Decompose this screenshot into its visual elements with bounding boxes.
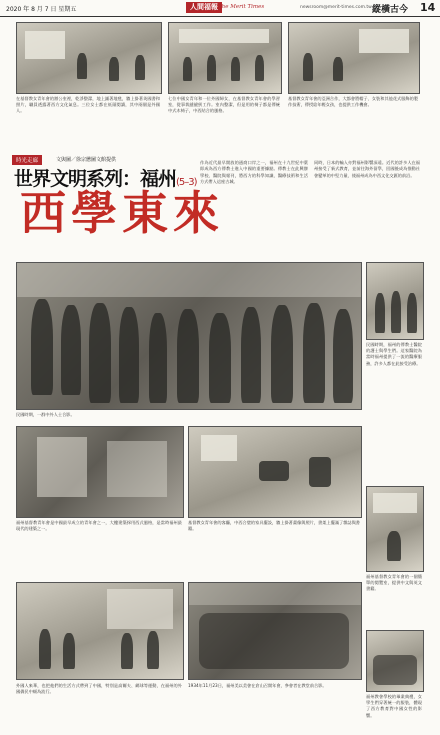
caption-bottom-center: 1934年11月23日，福州美以美會在倉山召開年會，參會者在教堂前合影。 [188,683,327,688]
caption-bottom-right: 福州教會學校的畢業典禮，女學生們穿著統一的服裝，體現了西方教育對中國女性的影響。 [366,694,422,718]
photo-hospital-nurses [366,262,424,340]
caption-right-mid: 民國時期，福州的傳教士醫院的護士與學生們。這家醫院為當時福州提供了一流的醫療服務，許多人都在此接受治療。 [366,342,422,366]
body-column-2: 同時，日本的輸入亦對福州影響深遠。近代的許多人在福州接受了新式教育，並前往海外留學，回國後成為推動社會變革的中堅力量，使福州成為中西文化交匯的前沿。 [314,160,420,178]
series-number: (5–3) [176,177,197,188]
newsroom-email: newsroom@merit-times.com.tw [300,5,372,10]
article-byline: 文與圖／徐宗懋圖文館提供 [56,157,117,163]
caption-right-lower: 福州基督教女青年會的一個簡單的閱覽室，提供中文與英文書籍。 [366,574,422,592]
photo-foreigners-leisure [16,582,184,680]
caption-mid-left: 福州基督教青年會是中國最早成立的青年會之一，大樓建築採用西式風格，是當時福州最現代的建築之一。 [16,520,182,532]
section-title: 縱橫古今 [372,5,409,15]
issue-date: 2020 年 8 月 7 日 星期五 [6,6,77,13]
newspaper-logo-english: The Merit Times [218,4,265,10]
caption-top-right: 基督教女青年會的亞洲合作，大都會將帽子、女裝和其他花式服飾的製作技術，傳授給年輕女孩，也提供工作機會。 [288,96,418,108]
photo-ywca-workshop [288,22,420,94]
photo-reading-room [366,486,424,572]
photo-ywca-parlor [188,426,362,518]
photo-methodist-conference [188,582,362,680]
page-header [0,0,440,17]
headline: 西學東來 [20,186,224,240]
page-number: 14 [420,1,436,14]
caption-top-left: 在基督教女青年會的辦公室裡，乾淨整潔，地上鋪著地毯，牆上掛著英國書和照片，職員透露著西方文化氣息。三位女士都在低頭閱讀，其中兩個是外國人。 [16,96,160,114]
body-column-1: 作為近代最早開放的通商口岸之一，福州在十九世紀中葉即成為西方傳教士進入中國的重要據點。傳教士在此興辦學校、醫院與報刊，將西方的科學知識、醫療技術和生活方式帶入這座古城。 [200,160,308,184]
photo-ymca-building [16,426,184,518]
photo-ywca-office [16,22,162,94]
caption-mid-center: 基督教女青年會的客廳，中西合璧的家具擺設，牆上掛著畫像與照片，書架上擺滿了雜誌與書籍。 [188,520,360,532]
caption-bottom-left: 外國人來華，也把他們的生活方式帶到了中國，特別是高爾夫、網球等運動，在福州的外國僑民中頗為流行。 [16,683,182,695]
photo-ywca-sewing [168,22,282,94]
column-tag: 時光走廊 [12,155,42,165]
caption-top-mid: 七位中國女青年和一位外國婦女，在基督教女青年會的學習室，從事裁縫縫紉工作。室內整潔，但是用的椅子都是傳統中式木椅子，中西結合的風格。 [168,96,280,114]
photo-school-graduation [366,630,424,692]
caption-group-photo: 民國時期，一群中外人士合影。 [16,412,75,417]
series-name: 世界文明系列：福州 [14,168,177,190]
newspaper-logo: 人間福報 [186,2,222,13]
photo-group-portrait [16,262,362,410]
